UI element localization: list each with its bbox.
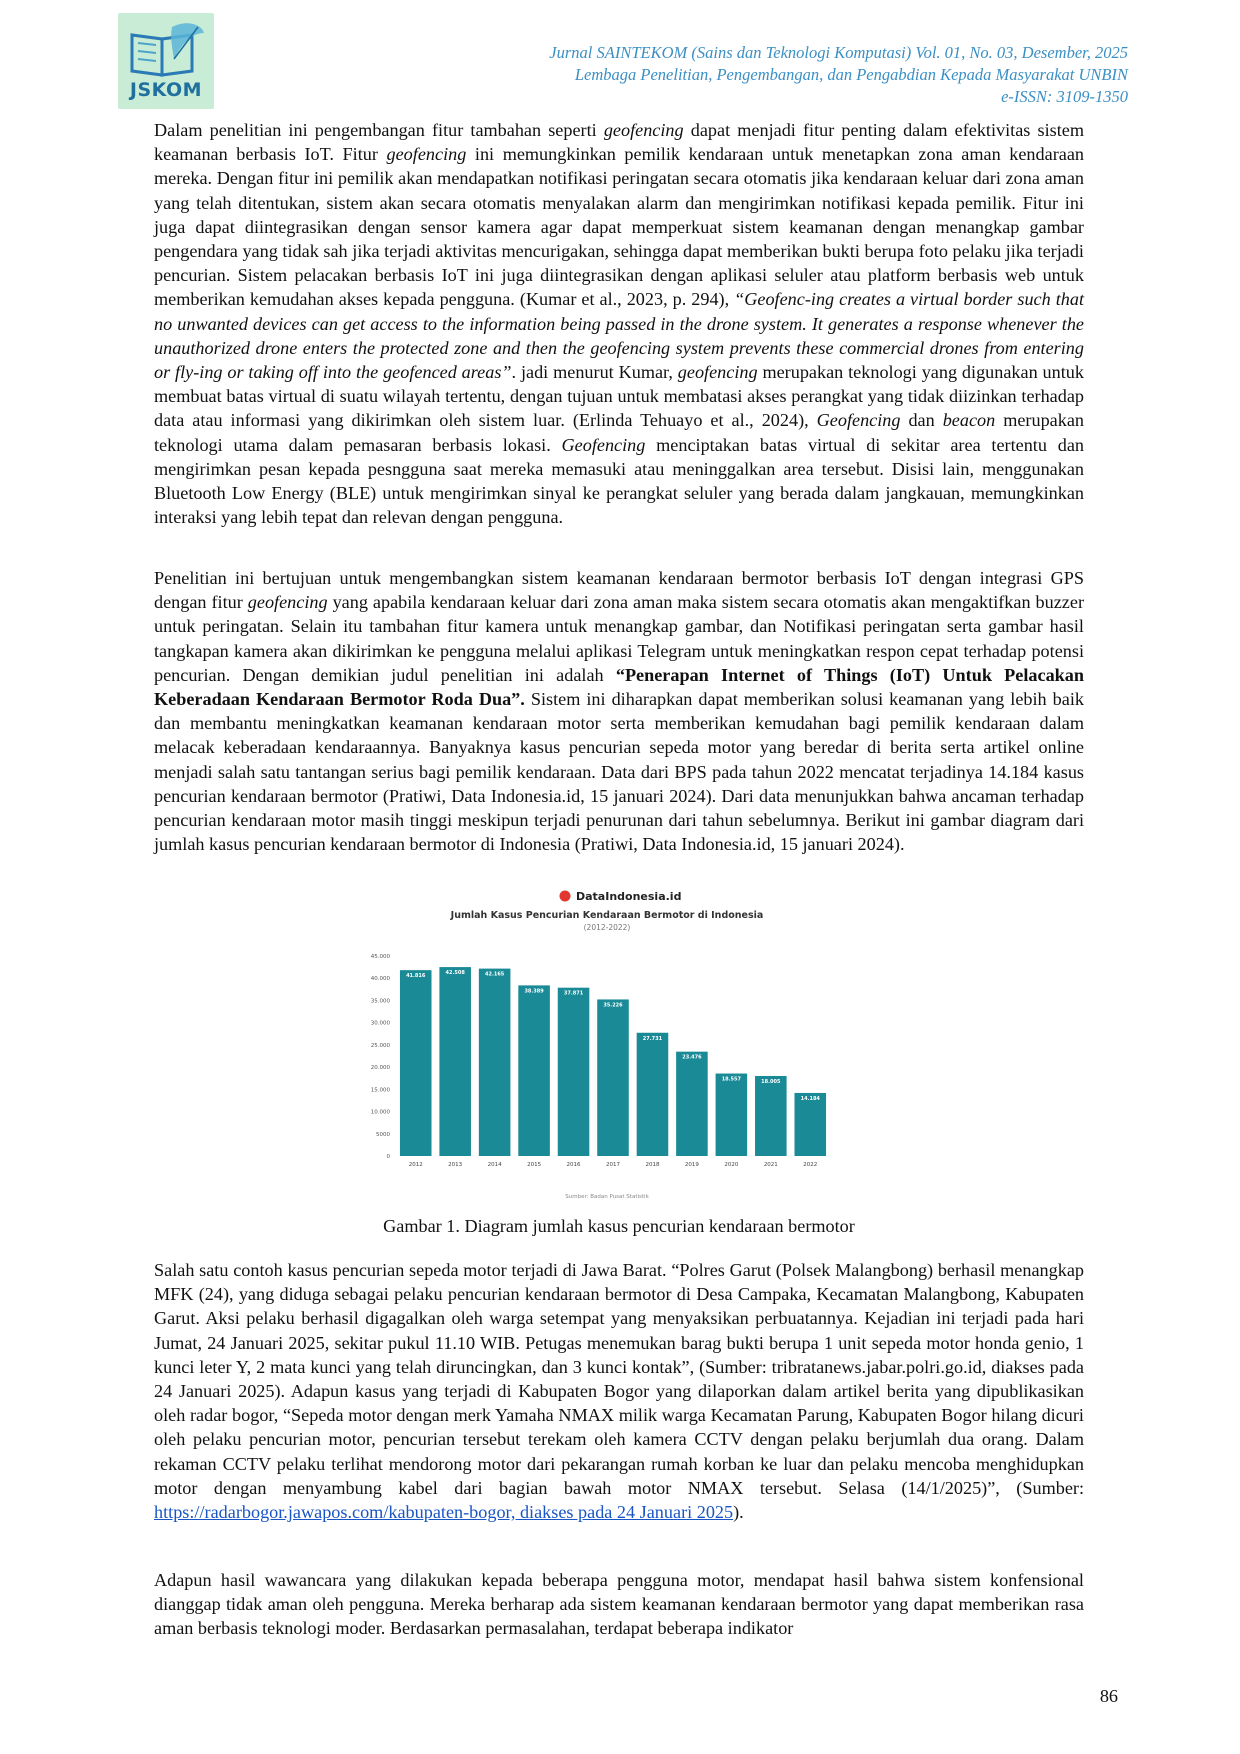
text-run: yang apabila kendaraan keluar dari zona aman maka sistem secara otomatis akan mengaktifkan buzzer untuk peringatan. Selain itu tambahan fitur kamera untuk menangkap gambar, dan Notifikasi peringatan serta gambar hasil tangkapan kamera akan dikirimkan ke pengguna melalui aplikasi Telegram untuk meningkatkan respon cepat terhadap potensi pencurian. Dengan demikian judul penelitian ini adalah (154, 592, 1084, 685)
italic-quote: “Geofenc-ing creates a virtual border such that no unwanted devices can get access to the information being passed in the drone system. It generates a response whenever the unauthorized drone enters the protected zone and then the geofencing system prevents these commercial drones from entering or fly-ing or taking off into the geofenced areas” (154, 289, 1084, 383)
bar-2019 (676, 1052, 708, 1156)
y-tick-label: 15.000 (370, 1087, 390, 1094)
y-tick-label: 30.000 (370, 1020, 390, 1027)
journal-logo (118, 13, 214, 109)
italic-term: geofencing (247, 592, 328, 613)
text-run: Sistem ini diharapkan dapat memberikan solusi keamanan yang lebih baik dan membantu meningkatkan keamanan kendaraan motor serta memberikan kemudahan bagi pemilik kendaraan dalam melacak keberadaan kendaraannya. Banyaknya kasus pencurian sepeda motor yang beredar di berita serta artikel online menjadi salah satu tantangan serius bagi pemilik kendaraan. Data dari BPS pada tahun 2022 mencatat terjadinya 14.184 kasus pencurian kendaraan bermotor (Pratiwi, Data Indonesia.id, 15 januari 2024). Dari data menunjukkan bahwa ancaman terhadap pencurian kendaraan motor masih tinggi meskipun terjadi penurunan dari tahun sebelumnya. Berikut ini gambar diagram dari jumlah kasus pencurian kendaraan bermotor di Indonesia (Pratiwi, Data Indonesia.id, 15 januari 2024). (154, 689, 1084, 855)
italic-term: geofencing (386, 144, 467, 165)
research-title: “Penerapan Internet of Things (IoT) Untuk Pelacakan Keberadaan Kendaraan Bermotor Roda Dua”. (154, 664, 1084, 710)
y-tick-label: 5000 (376, 1131, 390, 1138)
text-run: Dalam penelitian ini pengembangan fitur tambahan seperti (154, 120, 604, 140)
brand-name: DataIndonesia.id (576, 890, 682, 903)
text-run: Penelitian ini bertujuan untuk mengembangkan sistem keamanan kendaraan bermotor berbasis IoT dengan integrasi GPS dengan fitur (154, 568, 1084, 613)
paragraph-geofencing (154, 118, 1084, 529)
bar-value-label: 35.226 (603, 1002, 623, 1009)
bar-value-label: 37.871 (563, 990, 584, 997)
bar-value-label: 14.184 (800, 1095, 820, 1102)
chart-subtitle: (2012-2022) (583, 923, 631, 932)
paragraph-research-goal (154, 566, 1084, 856)
x-tick-label: 2018 (645, 1162, 660, 1168)
chart-source: Sumber: Badan Pusat Statistik (565, 1194, 649, 1200)
bar-value-label: 18.005 (761, 1078, 781, 1085)
text-run: . jadi menurut Kumar, (511, 362, 678, 383)
bar-2013 (439, 967, 471, 1156)
y-tick-label: 40.000 (370, 976, 390, 983)
bar-2017 (597, 999, 629, 1156)
y-tick-label: 25.000 (370, 1042, 390, 1049)
bar-value-label: 27.731 (642, 1035, 663, 1042)
italic-term: beacon (942, 410, 996, 431)
x-tick-label: 2016 (566, 1162, 581, 1168)
x-tick-label: 2013 (448, 1162, 463, 1168)
issn-line: e-ISSN: 3109-1350 (1001, 87, 1128, 106)
paragraph-case-examples (154, 1258, 1084, 1524)
x-tick-label: 2021 (763, 1162, 778, 1168)
page-number: 86 (1099, 1686, 1118, 1706)
figure-bar-chart (350, 878, 865, 1206)
italic-term: Geofencing (816, 410, 901, 431)
x-tick-label: 2012 (408, 1162, 423, 1168)
x-tick-label: 2022 (803, 1162, 818, 1168)
bar-2012 (400, 970, 432, 1156)
x-tick-label: 2019 (684, 1162, 699, 1168)
bar-value-label: 18.557 (721, 1076, 742, 1083)
y-tick-label: 10.000 (370, 1109, 390, 1116)
chart-title: Jumlah Kasus Pencurian Kendaraan Bermotor di Indonesia (450, 910, 764, 921)
bar-value-label: 42.165 (484, 971, 505, 978)
bar-value-label: 42.508 (445, 970, 465, 977)
text-run: ini memungkinkan pemilik kendaraan untuk menetapkan zona aman kendaraan mereka. Dengan fitur ini pemilik akan mendapatkan notifikasi peringatan secara otomatis jika kendaraan keluar dari zona aman yang telah ditentukan, sistem akan secara otomatis menyalakan alarm dan mengirimkan notifikasi kepada pemilik. Fitur ini juga dapat diintegrasikan dengan sensor kamera agar dapat memperkuat sistem keamanan dengan menangkap gambar pengendara yang tidak sah jika terjadi aktivitas mencurigakan, sehingga dapat memberikan bukti berupa foto pelaku jika terjadi pencurian. Sistem pelacakan berbasis IoT ini juga diintegrasikan dengan aplikasi seluler atau platform berbasis web untuk memberikan kemudahan akses kepada pengguna. (Kumar et al., 2023, p. 294), (154, 144, 1084, 310)
italic-term: geofencing (603, 120, 684, 140)
italic-term: Geofencing (561, 434, 646, 455)
bar-2018 (637, 1033, 669, 1156)
bar-2021 (755, 1076, 787, 1156)
text-run: merupakan teknologi utama dalam pemasaran berbasis lokasi. (154, 410, 1085, 455)
bar-value-label: 23.476 (682, 1054, 702, 1061)
x-tick-label: 2014 (487, 1162, 502, 1168)
y-tick-label: 35.000 (370, 998, 390, 1005)
text-run: dan (900, 410, 943, 431)
bar-2022 (794, 1093, 826, 1156)
paragraph-interview: Adapun hasil wawancara yang dilakukan kepada beberapa pengguna motor, mendapat hasil bahwa sistem konfensional dianggap tidak aman oleh pengguna. Mereka berharap ada sistem keamanan kendaraan bermotor yang dapat memberikan rasa aman berbasis teknologi moder. Berdasarkan permasalahan, terdapat beberapa indikator (154, 1570, 1084, 1639)
running-header (549, 42, 1128, 108)
brand-logo-icon (560, 891, 571, 902)
text-run: merupakan teknologi yang digunakan untuk membuat batas virtual di suatu wilayah tertentu, dengan tujuan untuk membatasi akses perangkat yang tidak diizinkan terhadap data atau informasi yang dikirimkan oleh sistem luar. (Erlinda Tehuayo et al., 2024), (154, 362, 1084, 431)
book-feather-icon (118, 13, 214, 85)
text-run: Salah satu contoh kasus pencurian sepeda motor terjadi di Jawa Barat. “Polres Garut (Polsek Malangbong) berhasil menangkap MFK (24), yang diduga sebagai pelaku pencurian kendaraan bermotor di Desa Campaka, Kecamatan Malangbong, Kabupaten Garut. Aksi pelaku berhasil digagalkan oleh warga setempat yang menyaksikan perbuatannya. Kejadian ini terjadi pada hari Jumat, 24 Januari 2025, sekitar pukul 11.10 WIB. Petugas menemukan barag bukti berupa 1 unit sepeda motor honda genio, 1 kunci leter Y, 2 mata kunci yang telah diruncingkan, dan 3 kunci kontak”, (Sumber: tribratanews.jabar.polri.go.id, diakses pada 24 Januari 2025). Adapun kasus yang terjadi di Kabupaten Bogor yang dilaporkan dalam artikel berita yang dipublikasikan oleh radar bogor, “Sepeda motor dengan merk Yamaha NMAX milik warga Kecamatan Parung, Kabupaten Bogor hilang dicuri oleh pelaku pencurian motor, pencurian tersebut terekam oleh kamera CCTV dengan pelaku berjumlah dua orang. Dalam rekaman CCTV pelaku terlihat mendorong motor dari pekarangan rumah korban ke luar dan pelaku mencoba menghidupkan motor dengan menyambung kabel dari bagian bawah motor NMAX tersebut. Selasa (14/1/2025)”, (Sumber: (154, 1260, 1084, 1498)
y-tick-label: 20.000 (370, 1065, 390, 1072)
text-run: dapat menjadi fitur penting dalam efektivitas sistem keamanan berbasis IoT. Fitur (154, 120, 1084, 165)
bar-2016 (558, 988, 590, 1156)
source-link[interactable]: https://radarbogor.jawapos.com/kabupaten-bogor, diakses pada 24 Januari 2025 (154, 1502, 734, 1523)
y-tick-label: 0 (386, 1154, 390, 1160)
x-tick-label: 2020 (724, 1162, 739, 1168)
journal-line: Jurnal SAINTEKOM (Sains dan Teknologi Komputasi) Vol. 01, No. 03, Desember, 2025 (549, 43, 1128, 62)
text-run: ). (733, 1502, 744, 1523)
logo-text: JSKOM (129, 79, 203, 101)
italic-term: geofencing (677, 362, 758, 383)
x-tick-label: 2015 (527, 1162, 542, 1168)
bar-chart (350, 878, 865, 1206)
chart-brand (560, 890, 682, 903)
institution-line: Lembaga Penelitian, Pengembangan, dan Pengabdian Kepada Masyarakat UNBIN (574, 65, 1128, 84)
figure-caption: Gambar 1. Diagram jumlah kasus pencurian kendaraan bermotor (383, 1216, 855, 1236)
bar-value-label: 41.816 (406, 973, 426, 980)
bar-2015 (518, 985, 550, 1156)
bar-2020 (716, 1074, 748, 1156)
bar-2014 (479, 969, 511, 1156)
x-tick-label: 2017 (606, 1162, 620, 1168)
bar-value-label: 38.389 (524, 988, 544, 995)
y-tick-label: 45.000 (370, 954, 390, 960)
text-run: menciptakan batas virtual di sekitar area tertentu dan mengirimkan pesan kepada pesngguna saat mereka memasuki atau meninggalkan area tersebut. Disisi lain, menggunakan Bluetooth Low Energy (BLE) untuk mengirimkan sinyal ke perangkat seluler yang berada dalam jangkauan, memungkinkan interaksi yang lebih tepat dan relevan dengan pengguna. (154, 434, 1084, 528)
